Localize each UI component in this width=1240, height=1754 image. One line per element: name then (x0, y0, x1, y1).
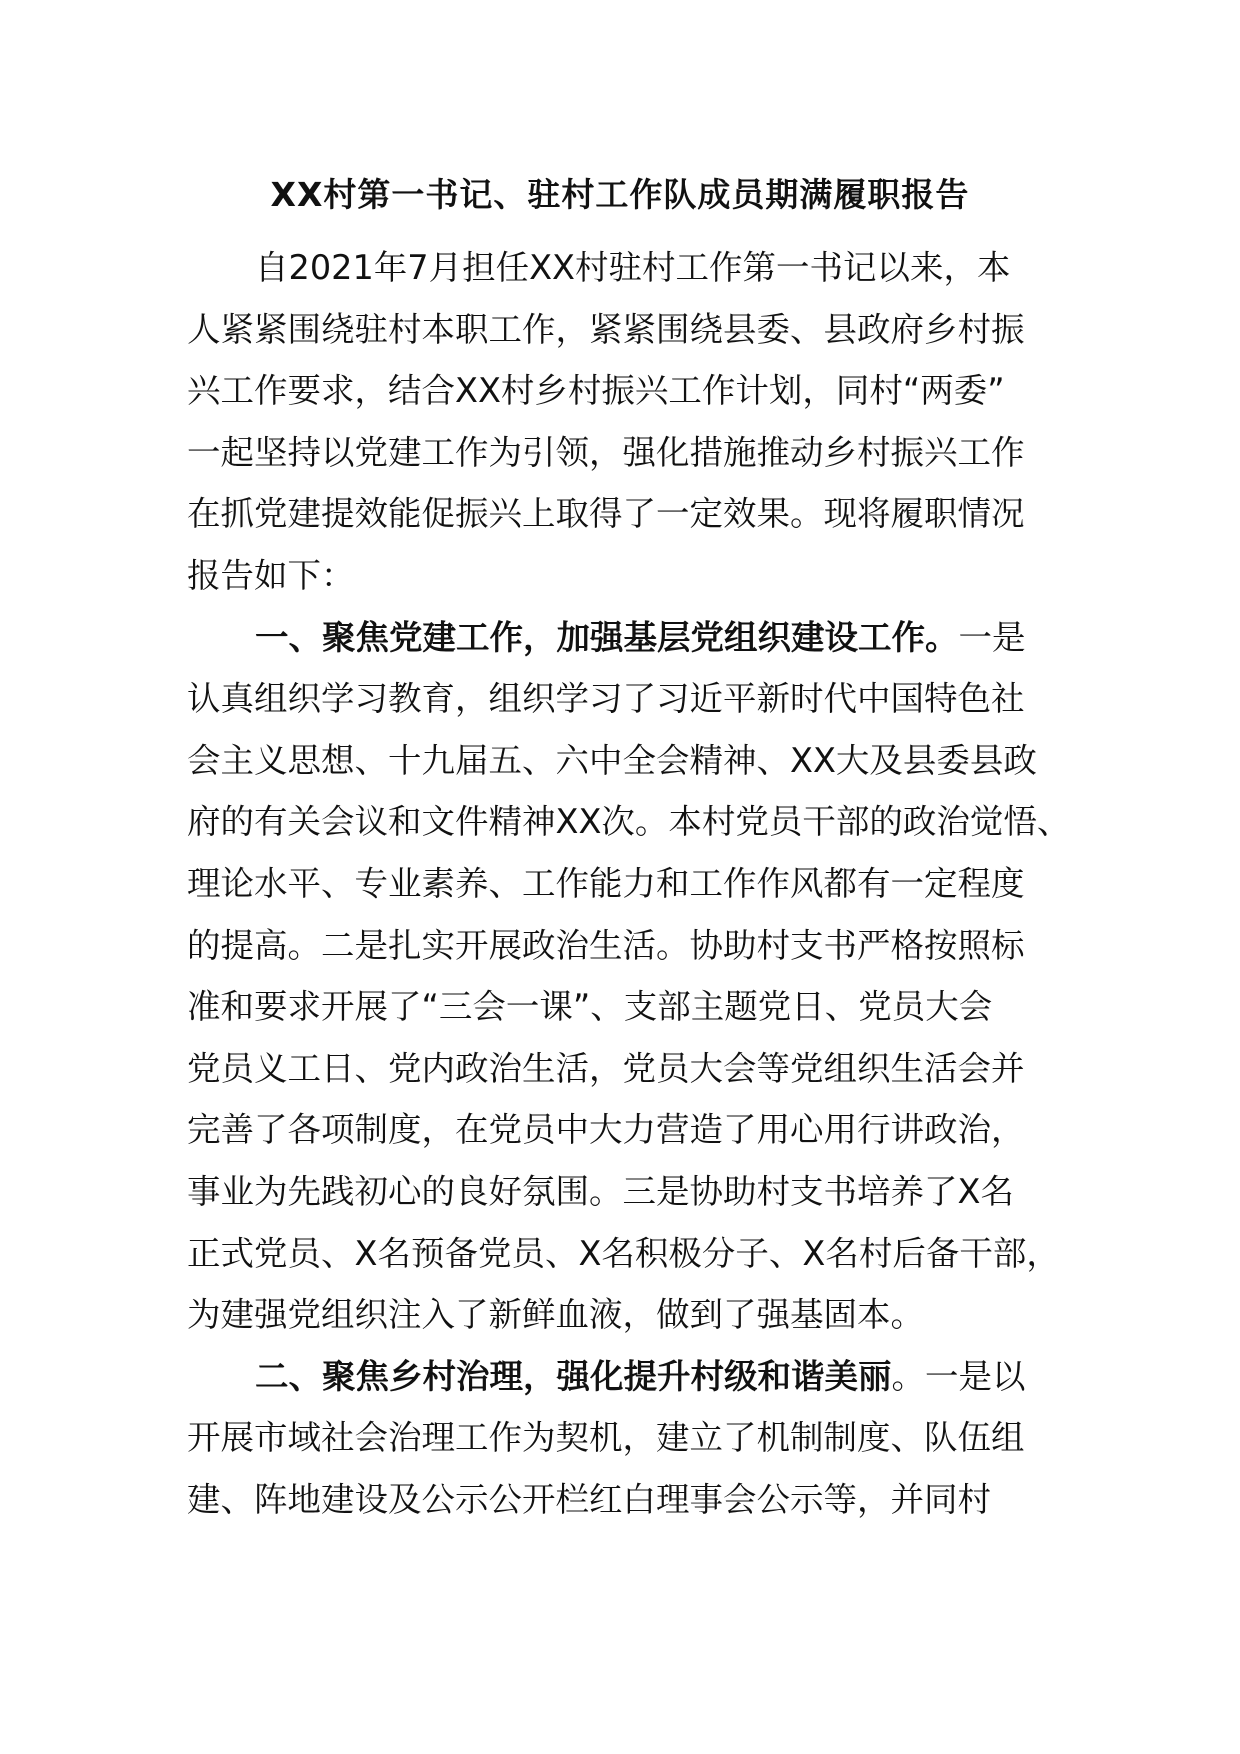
text-line: 为建强党组织注入了新鲜血液，做到了强基固本。 (187, 1295, 924, 1335)
text-line: 理论水平、专业素养、工作能力和工作作风都有一定程度 (187, 863, 1025, 903)
text-line: 建、阵地建设及公示公开栏红白理事会公示等，并同村 (187, 1479, 991, 1519)
section-2-first-line (187, 1346, 1047, 1408)
section-2-first-line-rest: 。一是以 (891, 1356, 1026, 1396)
text-line: 事业为先践初心的良好氛围。三是协助村支书培养了X名 (187, 1171, 1014, 1211)
text-line: 开展市域社会治理工作为契机，建立了机制制度、队伍组 (187, 1418, 1025, 1458)
section-2-paragraph (187, 1346, 1047, 1531)
text-line: 自2021年7月担任XX村驻村工作第一书记以来，本 (255, 248, 1011, 287)
section-1-first-line (187, 607, 1047, 669)
section-1-first-line-rest: 一是 (958, 617, 1026, 657)
document-body (187, 237, 1071, 1530)
section-2-heading: 二、聚焦乡村治理，强化提升村级和谐美丽 (255, 1356, 892, 1396)
text-line: 一起坚持以党建工作为引领，强化措施推动乡村振兴工作 (187, 432, 1025, 472)
text-line: 在抓党建提效能促振兴上取得了一定效果。现将履职情况 (187, 494, 1025, 534)
text-line: 的提高。二是扎实开展政治生活。协助村支书严格按照标 (187, 925, 1025, 965)
section-1-paragraph (187, 607, 1071, 1346)
section-1-heading: 一、聚焦党建工作，加强基层党组织建设工作。 (255, 617, 959, 657)
intro-paragraph (187, 237, 1047, 607)
text-line: 正式党员、X名预备党员、X名积极分子、X名村后备干部， (187, 1233, 1060, 1273)
text-line: 准和要求开展了“三会一课”、支部主题党日、党员大会 (187, 987, 993, 1027)
text-line: 人紧紧围绕驻村本职工作，紧紧围绕县委、县政府乡村振 (187, 309, 1025, 349)
text-line: 兴工作要求，结合XX村乡村振兴工作计划，同村“两委” (187, 371, 1005, 411)
document-title: XX村第一书记、驻村工作队成员期满履职报告 (270, 175, 970, 214)
text-line: 党员义工日、党内政治生活，党员大会等党组织生活会并 (187, 1048, 1025, 1088)
text-line: 认真组织学习教育，组织学习了习近平新时代中国特色社 (187, 679, 1025, 719)
text-line: 会主义思想、十九届五、六中全会精神、XX大及县委县政 (187, 740, 1037, 780)
text-line: 府的有关会议和文件精神XX次。本村党员干部的政治觉悟、 (187, 802, 1071, 842)
text-line: 完善了各项制度，在党员中大力营造了用心用行讲政治， (187, 1110, 1025, 1150)
text-line: 报告如下： (187, 555, 355, 595)
